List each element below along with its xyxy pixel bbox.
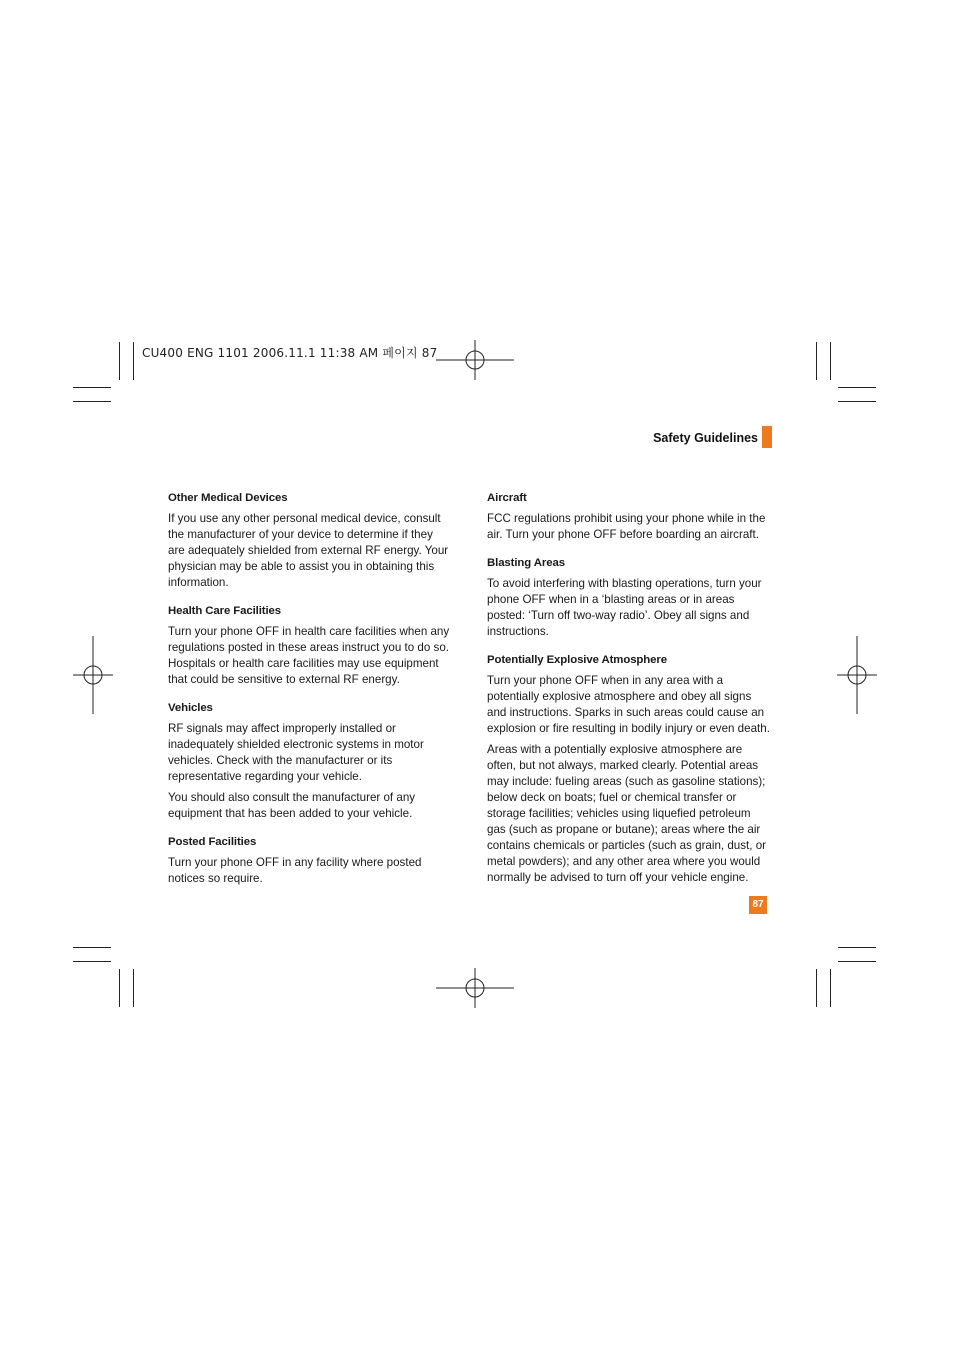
crop-mark: [119, 342, 120, 380]
crop-mark: [830, 342, 831, 380]
crop-mark: [838, 961, 876, 962]
crop-mark: [73, 961, 111, 962]
crop-mark: [133, 342, 134, 380]
section-posted-facilities: [168, 834, 452, 887]
section-potentially-explosive-atmosphere: [487, 652, 772, 886]
registration-mark-top-icon: [436, 340, 514, 380]
left-column: [168, 490, 452, 899]
right-column: [487, 490, 772, 898]
section-heading: Vehicles: [168, 702, 213, 714]
paragraph: Turn your phone OFF in health care facilities when any regulations posted in these areas instruct you to do so. Hospitals or health care facilities may use equipment that could be sensitive to external RF energy.: [168, 625, 450, 686]
section-vehicles: [168, 700, 452, 822]
crop-mark: [816, 342, 817, 380]
crop-mark: [73, 401, 111, 402]
paragraph: If you use any other personal medical device, consult the manufacturer of your device to determine if they are adequately shielded from external RF energy. Your physician may be able to assist you in obtaining this information.: [168, 512, 449, 589]
section-heading: Health Care Facilities: [168, 605, 282, 617]
paragraph: You should also consult the manufacturer of any equipment that has been added to your vehicle.: [168, 791, 416, 820]
section-aircraft: [487, 490, 772, 543]
section-heading: Potentially Explosive Atmosphere: [487, 654, 667, 666]
paragraph: Turn your phone OFF in any facility where posted notices so require.: [168, 856, 422, 885]
section-health-care-facilities: [168, 603, 452, 688]
section-heading: Aircraft: [487, 492, 527, 504]
crop-mark: [838, 947, 876, 948]
paragraph: RF signals may affect improperly installed or inadequately shielded electronic systems in motor vehicles. Check with the manufacturer or its representative regarding your vehicle.: [168, 722, 424, 783]
section-blasting-areas: [487, 555, 772, 640]
section-heading: Other Medical Devices: [168, 492, 288, 504]
page-number: 87: [749, 896, 767, 914]
crop-mark: [73, 947, 111, 948]
crop-mark: [838, 401, 876, 402]
crop-mark: [838, 387, 876, 388]
print-slug: CU400 ENG 1101 2006.11.1 11:38 AM 페이지 87: [142, 346, 438, 360]
paragraph: Areas with a potentially explosive atmosphere are often, but not always, marked clearly. Potential areas may include: fueling areas (such as gasoline stations); below deck on boats; fuel or chemical transfer or storage facilities; vehicles using liquefied petroleum gas (such as propane or butane); areas where the air contains chemicals or particles (such as grain, dust, or metal powders); and any other area where you would normally be advised to turn off your vehicle engine.: [487, 743, 767, 884]
crop-mark: [133, 969, 134, 1007]
paragraph: Turn your phone OFF when in any area with a potentially explosive atmosphere and obey all signs and instructions. Sparks in such areas could cause an explosion or fire resulting in bodily injury or even death.: [487, 674, 770, 735]
crop-mark: [119, 969, 120, 1007]
paragraph: FCC regulations prohibit using your phone while in the air. Turn your phone OFF before boarding an aircraft.: [487, 512, 766, 541]
section-header: Safety Guidelines: [653, 431, 758, 445]
section-heading: Blasting Areas: [487, 557, 565, 569]
section-tab-marker: [762, 426, 772, 448]
crop-mark: [816, 969, 817, 1007]
paragraph: To avoid interfering with blasting operations, turn your phone OFF when in a ‘blasting areas or in areas posted: ‘Turn off two-way radio’. Obey all signs and instructions.: [487, 577, 762, 638]
crop-mark: [73, 387, 111, 388]
section-heading: Posted Facilities: [168, 836, 257, 848]
registration-mark-left-icon: [73, 636, 113, 714]
crop-mark: [830, 969, 831, 1007]
section-other-medical-devices: [168, 490, 452, 591]
registration-mark-bottom-icon: [436, 968, 514, 1008]
registration-mark-right-icon: [837, 636, 877, 714]
